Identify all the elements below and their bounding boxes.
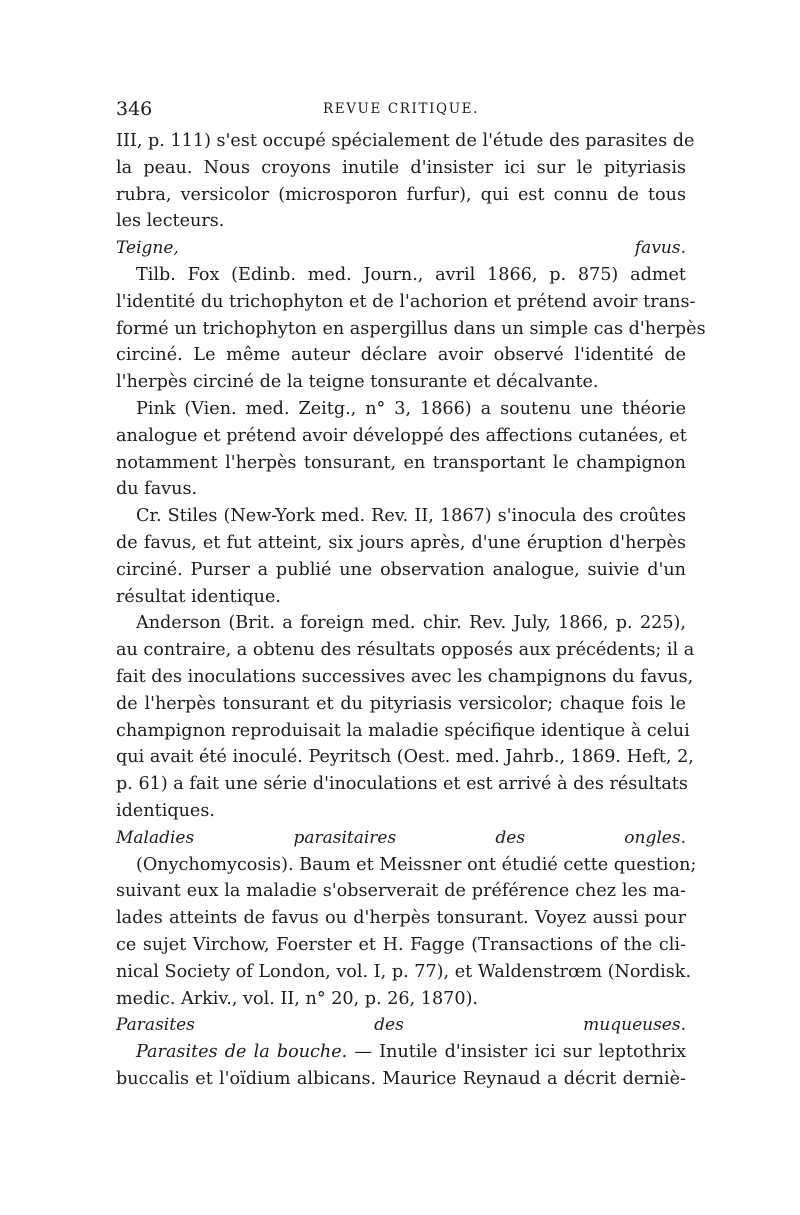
paragraph-onychomycosis xyxy=(116,852,697,1013)
running-head xyxy=(116,98,686,128)
text-line: identiques. xyxy=(116,800,215,821)
text-line: p. 61) a fait une série d'inoculations et est arrivé à des résultats xyxy=(116,774,688,795)
text-line: Anderson (Brit. a foreign med. chir. Rev. July, 1866, p. 225), xyxy=(136,613,686,634)
text-line xyxy=(116,1039,686,1066)
section-heading-muqueuses: Parasites des muqueuses. xyxy=(116,1015,686,1036)
inline-heading: Parasites de la bouche. xyxy=(136,1042,348,1063)
text-line: circiné. Le même auteur déclare avoir observé l'identité de xyxy=(116,345,686,366)
section-heading-ongles: Maladies parasitaires des ongles. xyxy=(116,827,686,848)
text-line: medic. Arkiv., vol. II, n° 20, p. 26, 1870). xyxy=(116,988,479,1009)
text-line: ce sujet Virchow, Foerster et H. Fagge (Transactions of the cli- xyxy=(116,934,686,955)
paragraph-stiles xyxy=(116,503,686,610)
text-line: circiné. Purser a publié une observation analogue, suivie d'un xyxy=(116,559,686,580)
text-line: du favus. xyxy=(116,479,198,500)
paragraph-fox xyxy=(116,262,706,396)
text-line: analogue et prétend avoir développé des affections cutanées, et xyxy=(116,425,687,446)
text-line: la peau. Nous croyons inutile d'insister ici sur le pityriasis xyxy=(116,157,686,178)
text-line: au contraire, a obtenu des résultats opposés aux précédents; il a xyxy=(116,640,695,661)
text-line: l'identité du trichophyton et de l'achorion et prétend avoir trans- xyxy=(116,291,696,312)
text-line: fait des inoculations successives avec les champignons du favus, xyxy=(116,666,694,687)
text-line: notamment l'herpès tonsurant, en transportant le champignon xyxy=(116,452,686,473)
text-run: — Inutile d'insister ici sur leptothrix xyxy=(347,1042,686,1063)
paragraph-pink xyxy=(116,396,686,503)
text-line: suivant eux la maladie s'observerait de préférence chez les ma- xyxy=(116,881,686,902)
text-line: résultat identique. xyxy=(116,586,281,607)
text-line: Pink (Vien. med. Zeitg., n° 3, 1866) a soutenu une théorie xyxy=(136,398,686,419)
text-line: (Onychomycosis). Baum et Meissner ont étudié cette question; xyxy=(136,854,697,875)
text-line: de l'herpès tonsurant et du pityriasis versicolor; chaque fois le xyxy=(116,693,686,714)
body-text xyxy=(116,128,706,1093)
paragraph-bouche xyxy=(116,1039,686,1093)
text-line: l'herpès circiné de la teigne tonsurante et décalvante. xyxy=(116,372,599,393)
book-page xyxy=(116,98,706,1093)
text-line: les lecteurs. xyxy=(116,211,225,232)
paragraph-skin-parasites xyxy=(116,128,695,235)
text-line: buccalis et l'oïdium albicans. Maurice Reynaud a décrit derniè- xyxy=(116,1068,686,1089)
text-line: Cr. Stiles (New-York med. Rev. II, 1867) s'inocula des croûtes xyxy=(136,506,686,527)
text-line: de favus, et fut atteint, six jours après, d'une éruption d'herpès xyxy=(116,532,686,553)
text-line: III, p. 111) s'est occupé spécialement de l'étude des parasites de xyxy=(116,131,695,151)
text-line: Tilb. Fox (Edinb. med. Journ., avril 1866, p. 875) admet xyxy=(136,264,686,285)
text-line: champignon reproduisait la maladie spécifique identique à celui xyxy=(116,720,690,741)
paragraph-anderson xyxy=(116,610,695,824)
text-line: nical Society of London, vol. I, p. 77), et Waldenstrœm (Nordisk. xyxy=(116,961,692,982)
text-line: lades atteints de favus ou d'herpès tonsurant. Voyez aussi pour xyxy=(116,908,686,929)
section-heading-teigne: Teigne, favus. xyxy=(116,238,686,259)
text-line: formé un trichophyton en aspergillus dans un simple cas d'herpès xyxy=(116,318,706,339)
running-title: REVUE CRITIQUE. xyxy=(322,101,480,117)
text-line: rubra, versicolor (microsporon furfur), qui est connu de tous xyxy=(116,184,686,205)
text-line: qui avait été inoculé. Peyritsch (Oest. med. Jahrb., 1869. Heft, 2, xyxy=(116,747,694,768)
page-number: 346 xyxy=(116,98,153,120)
